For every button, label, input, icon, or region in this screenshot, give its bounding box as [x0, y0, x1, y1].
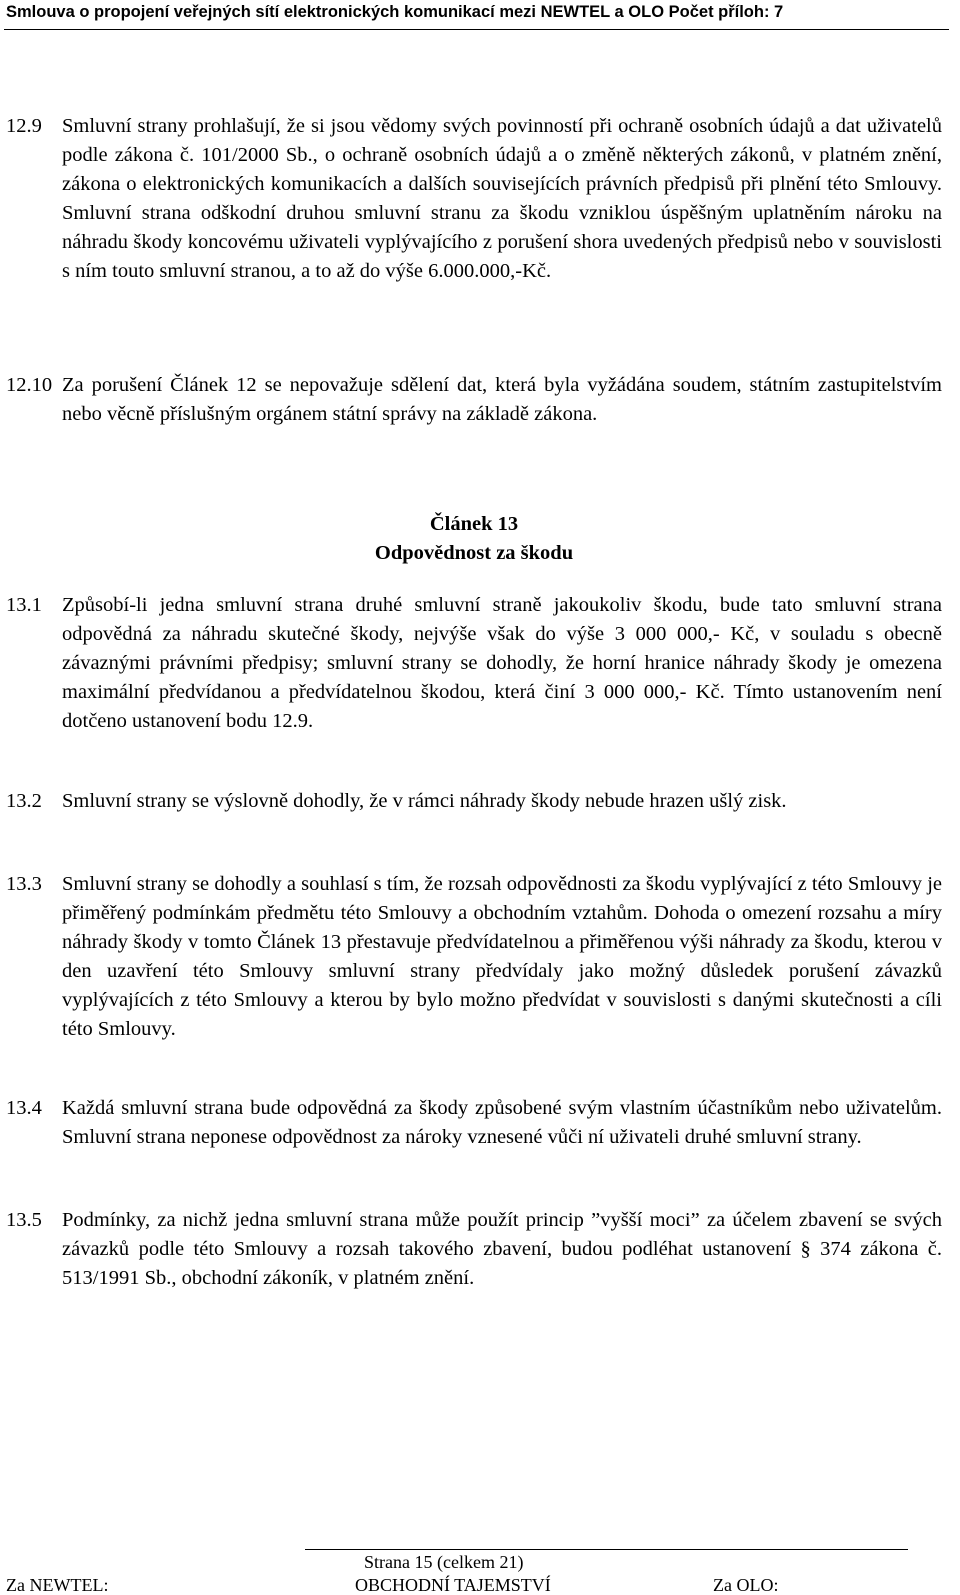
paragraph-text: Smluvní strany prohlašují, že si jsou vědomy svých povinností při ochraně osobních údajů a dat uživatelů podle zákona č. 101/2000 Sb., o ochraně osobních údajů a o změně některých zákonů, v platném znění, zákona o elektronických komunikacích a dalších souvisejících právních předpisů při plnění této Smlouvy. Smluvní strana odškodní druhou smluvní stranu za škodu vzniklou úspěšným uplatněním nároku na náhradu škody koncovému uživateli vyplývajícího z porušení shora uvedených předpisů nebo v souvislosti s ním touto smluvní stranou, a to až do výše 6.000.000,-Kč. [62, 115, 942, 282]
paragraph-text: Způsobí-li jedna smluvní strana druhé smluvní straně jakoukoliv škodu, bude tato smluvní strana odpovědná za náhradu skutečné škody, nejvýše však do výše 3 000 000,- Kč, v souladu s obecně závaznými právními předpisy; smluvní strany se dohodly, že horní hranice náhrady škody je omezena maximální předvídanou a předvídatelnou škodou, která činí 3 000 000,- Kč. Tímto ustanovením není dotčeno ustanovení bodu 12.9. [62, 594, 942, 732]
page-number: Strana 15 (celkem 21) [364, 1552, 524, 1572]
paragraph-13-5 [6, 1206, 942, 1293]
paragraph-12-9 [6, 112, 942, 286]
paragraph-text: Smluvní strany se dohodly a souhlasí s tím, že rozsah odpovědnosti za škodu vyplývající z této Smlouvy je přiměřený podmínkám předmětu této Smlouvy a obchodním vztahům. Dohoda o omezení rozsahu a míry náhrady škody v tomto Článek 13 přestavuje předvídatelnou a přiměřenou výši náhrady za škodu, kterou v den uzavření této Smlouvy smluvní strany předvídaly jako možný důsledek porušení závazků vyplývajících z této Smlouvy a kterou by bylo možno předvídat v souvislosti s danými skutečnosti a cíli této Smlouvy. [62, 873, 942, 1040]
paragraph-13-3 [6, 870, 942, 1044]
document-header: Smlouva o propojení veřejných sítí elektronických komunikací mezi NEWTEL a OLO Počet příloh: 7 [6, 3, 784, 21]
article-title: Článek 13 [429, 513, 519, 535]
paragraph-text: Každá smluvní strana bude odpovědná za škody způsobené svým vlastním účastníkům nebo uživatelům. Smluvní strana neponese odpovědnost za nároky vznesené vůči ní uživateli druhé smluvní strany. [62, 1097, 942, 1148]
paragraph-number: 13.1 [6, 594, 42, 616]
paragraph-13-1 [6, 591, 942, 736]
paragraph-number: 12.10 [6, 374, 53, 396]
footer-olo-label: Za OLO: [713, 1575, 779, 1595]
paragraph-text: Za porušení Článek 12 se nepovažuje sdělení dat, která byla vyžádána soudem, státním zastupitelstvím nebo věcně příslušným orgánem státní správy na základě zákona. [62, 374, 942, 425]
paragraph-number: 12.9 [6, 115, 42, 137]
paragraph-13-4 [6, 1094, 942, 1152]
paragraph-12-10 [6, 371, 942, 429]
footer-confidential-label: OBCHODNÍ TAJEMSTVÍ [355, 1575, 551, 1595]
paragraph-number: 13.4 [6, 1097, 42, 1119]
paragraph-number: 13.5 [6, 1209, 42, 1231]
paragraph-number: 13.2 [6, 790, 42, 812]
paragraph-text: Smluvní strany se výslovně dohodly, že v rámci náhrady škody nebude hrazen ušlý zisk. [62, 790, 787, 812]
article-subtitle: Odpovědnost za škodu [374, 542, 574, 564]
header-divider [4, 29, 949, 30]
footer-newtel-label: Za NEWTEL: [6, 1575, 109, 1595]
paragraph-number: 13.3 [6, 873, 42, 895]
paragraph-text: Podmínky, za nichž jedna smluvní strana může použít princip ”vyšší moci” za účelem zbavení se svých závazků podle této Smlouvy a rozsah takového zbavení, budou podléhat ustanovení § 374 zákona č. 513/1991 Sb., obchodní zákoník, v platném znění. [62, 1209, 942, 1289]
footer-divider [305, 1549, 908, 1550]
paragraph-13-2 [6, 787, 942, 816]
